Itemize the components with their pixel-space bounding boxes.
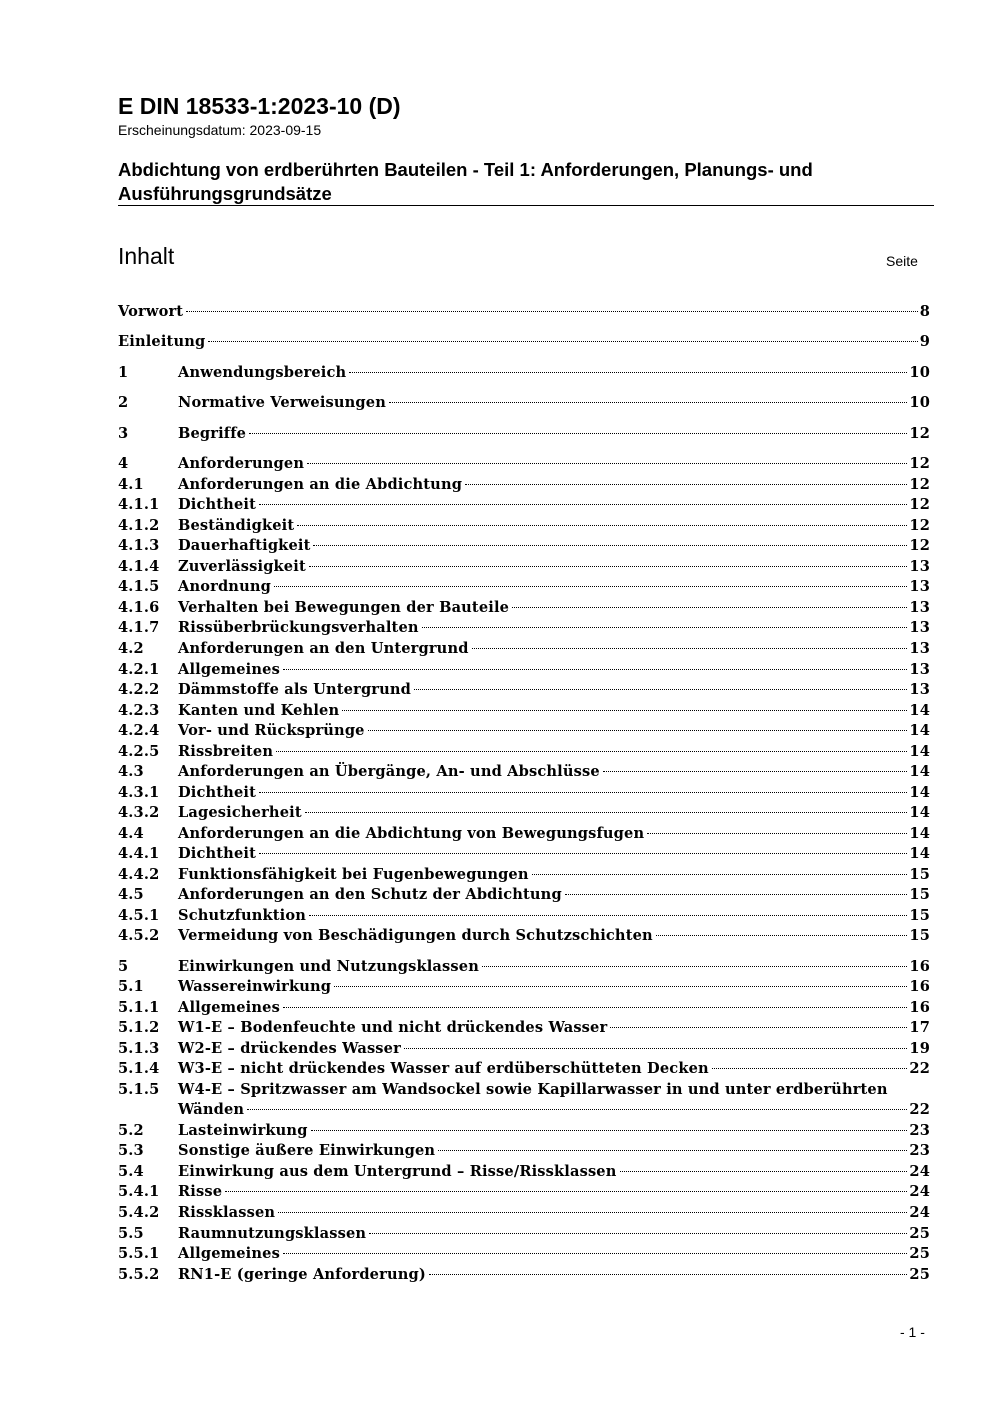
toc-entry-page: 24 <box>909 1204 930 1221</box>
toc-entry-number: 4.5.1 <box>118 907 160 924</box>
toc-entry-number: 4.5 <box>118 886 144 903</box>
toc-entry[interactable] <box>118 926 930 946</box>
toc-entry[interactable] <box>118 618 930 638</box>
toc-leader-dots <box>620 1171 908 1172</box>
toc-leader-dots <box>712 1068 908 1069</box>
toc-entry[interactable] <box>118 824 930 844</box>
toc-entry-number: 4.3.1 <box>118 784 160 801</box>
toc-entry-title: Anforderungen an den Untergrund <box>178 640 469 657</box>
toc-entry-page: 13 <box>909 599 930 616</box>
toc-leader-dots <box>369 1233 907 1234</box>
toc-leader-dots <box>342 710 907 711</box>
toc-entry-page: 8 <box>919 303 930 320</box>
toc-leader-dots <box>334 986 907 987</box>
toc-entry-number: 4.1 <box>118 476 144 493</box>
toc-entry-page: 14 <box>909 743 930 760</box>
toc-entry-title: Kanten und Kehlen <box>178 702 340 719</box>
toc-entry-number: 4.2.1 <box>118 661 160 678</box>
toc-entry-number: 4.3 <box>118 763 144 780</box>
toc-entry-title: Zuverlässigkeit <box>178 558 306 575</box>
toc-leader-dots <box>647 833 907 834</box>
toc-entry-number: 5.4.1 <box>118 1183 160 1200</box>
toc-entry-title: W1-E – Bodenfeuchte und nicht drückendes Wasser <box>178 1019 608 1036</box>
toc-entry-page: 12 <box>909 455 930 472</box>
toc-entry-page: 13 <box>909 640 930 657</box>
toc-leader-dots <box>414 689 907 690</box>
toc-leader-dots <box>297 525 907 526</box>
toc-entry-page: 14 <box>909 702 930 719</box>
toc-entry[interactable] <box>118 363 930 383</box>
toc-entry-number: 5.4.2 <box>118 1204 160 1221</box>
toc-entry-number: 5.1.1 <box>118 999 160 1016</box>
toc-entry-page: 14 <box>909 845 930 862</box>
toc-entry-title: Risse <box>178 1183 223 1200</box>
toc-entry-page: 19 <box>909 1040 930 1057</box>
toc-entry-page: 13 <box>909 681 930 698</box>
toc-entry[interactable] <box>118 998 930 1018</box>
toc-entry-page: 15 <box>909 886 930 903</box>
toc-leader-dots <box>278 1212 907 1213</box>
toc-leader-dots <box>404 1048 907 1049</box>
toc-entry[interactable] <box>118 1265 930 1285</box>
toc-entry[interactable] <box>118 977 930 997</box>
toc-entry[interactable] <box>118 742 930 762</box>
toc-leader-dots <box>311 1130 908 1131</box>
toc-entry-title: Lasteinwirkung <box>178 1122 308 1139</box>
toc-entry-title: Allgemeines <box>178 999 280 1016</box>
toc-entry-number: 4.2.5 <box>118 743 160 760</box>
toc-entry-title: Begriffe <box>178 425 247 442</box>
toc-leader-dots <box>249 433 907 434</box>
toc-leader-dots <box>512 607 907 608</box>
toc-entry-title: Anforderungen <box>178 455 305 472</box>
toc-entry-number: 4.3.2 <box>118 804 160 821</box>
toc-entry-page: 12 <box>909 517 930 534</box>
toc-leader-dots <box>283 1253 907 1254</box>
toc-entry-number: 4.1.3 <box>118 537 160 554</box>
toc-leader-dots <box>565 894 908 895</box>
toc-entry-number: 4.1.4 <box>118 558 160 575</box>
toc-entry-number: 2 <box>118 394 129 411</box>
toc-entry-title: Lagesicherheit <box>178 804 302 821</box>
toc-entry-number: 4 <box>118 455 129 472</box>
toc-entry-number: 4.4 <box>118 825 144 842</box>
toc-entry-page: 12 <box>909 425 930 442</box>
toc-entry-number: 5.1.3 <box>118 1040 160 1057</box>
toc-entry-number: 5.1.4 <box>118 1060 160 1077</box>
toc-leader-dots <box>389 402 907 403</box>
toc-leader-dots <box>610 1027 907 1028</box>
toc-entry-number: 4.5.2 <box>118 927 160 944</box>
toc-entry[interactable] <box>118 721 930 741</box>
toc-entry-page: 23 <box>909 1122 930 1139</box>
toc-entry-title: Anforderungen an die Abdichtung von Bewegungsfugen <box>178 825 645 842</box>
toc-entry[interactable] <box>118 1018 930 1038</box>
toc-entry[interactable] <box>118 865 930 885</box>
toc-entry-number: 4.1.5 <box>118 578 160 595</box>
toc-entry-title: W4-E – Spritzwasser am Wandsockel sowie Kapillarwasser in und unter erdberührten <box>178 1081 888 1098</box>
toc-entry-number: 5.4 <box>118 1163 144 1180</box>
toc-entry-number: 4.4.1 <box>118 845 160 862</box>
toc-entry-title: Sonstige äußere Einwirkungen <box>178 1142 436 1159</box>
toc-entry-title: Vor- und Rücksprünge <box>178 722 365 739</box>
toc-entry[interactable] <box>118 1059 930 1079</box>
toc-entry-number: 5.5 <box>118 1225 144 1242</box>
toc-leader-dots <box>307 463 907 464</box>
toc-entry[interactable] <box>118 957 930 977</box>
toc-entry-page: 16 <box>909 978 930 995</box>
toc-leader-dots <box>186 311 918 312</box>
toc-entry[interactable] <box>118 660 930 680</box>
toc-leader-dots <box>482 966 907 967</box>
toc-entry-title: Wassereinwirkung <box>178 978 332 995</box>
page-column-label: Seite <box>886 253 918 269</box>
toc-entry[interactable] <box>118 803 930 823</box>
toc-entry-title: W2-E – drückendes Wasser <box>178 1040 401 1057</box>
toc-entry-number: 4.1.2 <box>118 517 160 534</box>
toc-entry-title: Dichtheit <box>178 496 256 513</box>
page-number: - 1 - <box>900 1324 925 1340</box>
toc-entry[interactable] <box>118 516 930 536</box>
toc-entry-page: 14 <box>909 825 930 842</box>
toc-entry[interactable] <box>118 885 930 905</box>
toc-leader-dots <box>368 730 908 731</box>
toc-entry-title: RN1-E (geringe Anforderung) <box>178 1266 426 1283</box>
toc-entry-page: 24 <box>909 1183 930 1200</box>
toc-entry[interactable] <box>118 475 930 495</box>
toc-entry-number: 3 <box>118 425 129 442</box>
toc-entry[interactable] <box>118 762 930 782</box>
toc-entry-title: Anwendungsbereich <box>178 364 347 381</box>
toc-entry[interactable] <box>118 906 930 926</box>
toc-entry-title: Einwirkungen und Nutzungsklassen <box>178 958 479 975</box>
toc-entry-title: Vorwort <box>118 303 184 320</box>
toc-entry-number: 5.5.2 <box>118 1266 160 1283</box>
toc-entry-title: Funktionsfähigkeit bei Fugenbewegungen <box>178 866 529 883</box>
toc-entry-title: Schutzfunktion <box>178 907 307 924</box>
toc-heading: Inhalt <box>118 243 175 269</box>
toc-entry-title: Dichtheit <box>178 784 256 801</box>
toc-entry-page: 12 <box>909 476 930 493</box>
toc-entry[interactable] <box>118 577 930 597</box>
toc-entry[interactable] <box>118 1121 930 1141</box>
title-divider <box>118 205 934 206</box>
toc-leader-dots <box>603 771 908 772</box>
toc-entry[interactable] <box>118 393 930 413</box>
toc-entry-number: 4.2.2 <box>118 681 160 698</box>
toc-entry-number: 4.4.2 <box>118 866 160 883</box>
toc-entry[interactable] <box>118 701 930 721</box>
toc-entry-number: 4.2 <box>118 640 144 657</box>
toc-entry-title: Dämmstoffe als Untergrund <box>178 681 412 698</box>
toc-entry-page: 16 <box>909 999 930 1016</box>
toc-entry[interactable] <box>118 1244 930 1264</box>
toc-entry-title: W3-E – nicht drückendes Wasser auf erdüberschütteten Decken <box>178 1060 709 1077</box>
toc-entry-page: 25 <box>909 1225 930 1242</box>
toc-entry-page: 13 <box>909 661 930 678</box>
toc-entry-title: Einleitung <box>118 333 206 350</box>
toc-entry-title: Vermeidung von Beschädigungen durch Schutzschichten <box>178 927 653 944</box>
toc-entry-page: 15 <box>909 927 930 944</box>
toc-entry[interactable] <box>118 536 930 556</box>
toc-entry[interactable] <box>118 598 930 618</box>
toc-entry-number: 4.1.7 <box>118 619 160 636</box>
toc-entry-number: 5.1.5 <box>118 1081 160 1098</box>
toc-leader-dots <box>438 1150 907 1151</box>
toc-entry[interactable] <box>118 1203 930 1223</box>
toc-entry-title: Allgemeines <box>178 1245 280 1262</box>
toc-entry-title: Raumnutzungsklassen <box>178 1225 367 1242</box>
toc-leader-dots <box>274 586 907 587</box>
toc-entry-number: 4.2.4 <box>118 722 160 739</box>
toc-entry-page: 12 <box>909 496 930 513</box>
toc-leader-dots <box>532 874 908 875</box>
toc-leader-dots <box>247 1109 907 1110</box>
toc-entry[interactable] <box>118 302 930 322</box>
toc-entry-page: 16 <box>909 958 930 975</box>
toc-entry[interactable] <box>118 424 930 444</box>
toc-leader-dots <box>313 545 907 546</box>
toc-leader-dots <box>276 751 907 752</box>
toc-entry-page: 14 <box>909 722 930 739</box>
toc-entry-page: 13 <box>909 619 930 636</box>
toc-entry-page: 22 <box>909 1101 930 1118</box>
toc-entry[interactable] <box>118 1182 930 1202</box>
toc-entry[interactable] <box>118 1141 930 1161</box>
toc-leader-dots <box>429 1274 908 1275</box>
toc-entry-number: 5 <box>118 958 129 975</box>
toc-entry-number: 4.1.6 <box>118 599 160 616</box>
toc-leader-dots <box>259 792 907 793</box>
toc-entry-number: 5.2 <box>118 1122 144 1139</box>
toc-entry-number: 5.3 <box>118 1142 144 1159</box>
toc-entry-number: 4.2.3 <box>118 702 160 719</box>
toc-entry-page: 15 <box>909 866 930 883</box>
toc-leader-dots <box>349 372 907 373</box>
toc-entry-page: 9 <box>919 333 930 350</box>
toc-entry-page: 25 <box>909 1266 930 1283</box>
document-title: Abdichtung von erdberührten Bauteilen - Teil 1: Anforderungen, Planungs- und Ausführungsgrundsätze <box>118 159 813 204</box>
toc-entry[interactable] <box>118 557 930 577</box>
toc-entry[interactable] <box>118 639 930 659</box>
toc-entry[interactable] <box>118 495 930 515</box>
toc-entry-page: 25 <box>909 1245 930 1262</box>
toc-leader-dots <box>259 853 907 854</box>
publication-date: Erscheinungsdatum: 2023-09-15 <box>118 122 322 138</box>
toc-entry-page: 10 <box>909 394 930 411</box>
toc-entry-title: Dichtheit <box>178 845 256 862</box>
toc-entry[interactable] <box>118 1039 930 1059</box>
toc-leader-dots <box>283 1007 907 1008</box>
toc-leader-dots <box>656 935 908 936</box>
toc-entry-title: Allgemeines <box>178 661 280 678</box>
toc-entry-title-continued: Wänden <box>178 1101 245 1118</box>
toc-entry-title: Beständigkeit <box>178 517 295 534</box>
toc-entry-page: 13 <box>909 578 930 595</box>
toc-entry-number: 4.1.1 <box>118 496 160 513</box>
toc-entry-page: 13 <box>909 558 930 575</box>
toc-leader-dots <box>259 504 907 505</box>
toc-entry-title: Anforderungen an Übergänge, An- und Abschlüsse <box>178 763 600 780</box>
toc-entry[interactable] <box>118 1162 930 1182</box>
toc-leader-dots <box>465 484 907 485</box>
toc-leader-dots <box>422 627 908 628</box>
document-id: E DIN 18533-1:2023-10 (D) <box>118 93 401 119</box>
toc-entry-page: 15 <box>909 907 930 924</box>
toc-entry[interactable] <box>118 783 930 803</box>
toc-leader-dots <box>309 915 907 916</box>
toc-entry-title: Anforderungen an den Schutz der Abdichtung <box>178 886 562 903</box>
toc-entry-page: 14 <box>909 763 930 780</box>
toc-entry-number: 5.1 <box>118 978 144 995</box>
toc-entry[interactable] <box>118 454 930 474</box>
toc-leader-dots <box>309 566 908 567</box>
toc-entry-title: Dauerhaftigkeit <box>178 537 311 554</box>
toc-entry-page: 12 <box>909 537 930 554</box>
toc-entry[interactable] <box>118 680 930 700</box>
toc-entry-number: 5.1.2 <box>118 1019 160 1036</box>
toc-entry[interactable] <box>118 1080 930 1120</box>
toc-leader-dots <box>472 648 908 649</box>
toc-entry-page: 22 <box>909 1060 930 1077</box>
toc-entry-title: Normative Verweisungen <box>178 394 386 411</box>
toc-entry-title: Rissklassen <box>178 1204 276 1221</box>
toc-entry-page: 23 <box>909 1142 930 1159</box>
toc-leader-dots <box>225 1191 907 1192</box>
toc-entry-title: Verhalten bei Bewegungen der Bauteile <box>178 599 510 616</box>
toc-entry-number: 1 <box>118 364 129 381</box>
toc-entry-number: 5.5.1 <box>118 1245 160 1262</box>
toc-entry[interactable] <box>118 1224 930 1244</box>
toc-leader-dots <box>305 812 908 813</box>
toc-entry-page: 17 <box>909 1019 930 1036</box>
toc-entry-title: Anforderungen an die Abdichtung <box>178 476 463 493</box>
toc-leader-dots <box>283 669 907 670</box>
toc-entry-title: Einwirkung aus dem Untergrund – Risse/Rissklassen <box>178 1163 617 1180</box>
toc-entry-title: Anordnung <box>178 578 271 595</box>
toc-entry-page: 10 <box>909 364 930 381</box>
toc-leader-dots <box>208 341 917 342</box>
toc-entry-page: 14 <box>909 784 930 801</box>
toc-entry-title: Rissbreiten <box>178 743 274 760</box>
toc-entry-page: 14 <box>909 804 930 821</box>
toc-entry-title: Rissüberbrückungsverhalten <box>178 619 419 636</box>
toc-entry[interactable] <box>118 332 930 352</box>
toc-entry-page: 24 <box>909 1163 930 1180</box>
toc-entry[interactable] <box>118 844 930 864</box>
